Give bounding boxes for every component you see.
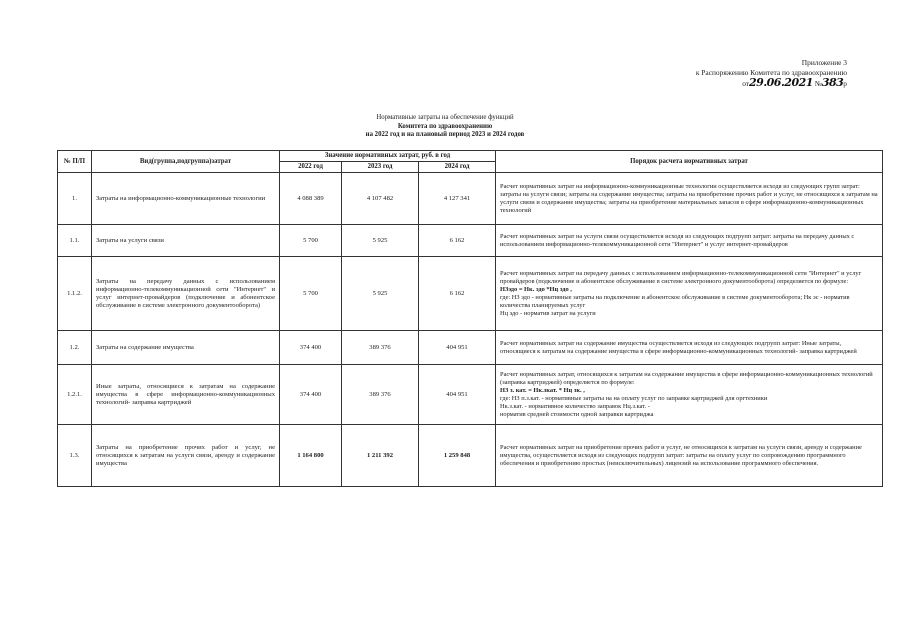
row-number: 1.2.1. [58,365,92,425]
row-number: 1.1.2. [58,257,92,331]
method-line: Расчет нормативных затрат на информационно-коммуникационные технологии осуществляется исходя из следующих групп затрат: затраты на услуги связи; затраты на содержание имущества; затраты на приобретение прочих работ и услуг, не относящихся к затратам на услуги связи и содержание имущества; затраты на приобретение материальных запасов в сфере информационно-коммуникационных технологий [500,183,878,214]
method-line: НЗэдо = Нк. эдо *Нц эдо , [500,286,572,293]
date-prefix: от [742,79,750,88]
header-num: № П/П [58,151,92,173]
row-value-2024: 6 162 [419,225,496,257]
row-value-2022: 1 164 800 [280,425,342,487]
table-row [58,173,883,225]
row-value-2024: 6 162 [419,257,496,331]
header-2022: 2022 год [280,162,342,173]
row-number: 1.1. [58,225,92,257]
row-cost-type: Затраты на передачу данных с использованием информационно-телекоммуникационной сети "Интернет" и услуг интернет-провайдеров (подключение и абонентское обслуживание в системе электронного документооборота) [92,257,280,331]
appendix-block [696,58,847,89]
method-line: где: НЗ п.з.кат. - нормативные затраты на на оплату услуг по заправке картриджей для оргтехники [500,394,768,402]
appendix-date-line [696,78,847,89]
row-calculation-method [496,425,883,487]
row-value-2023: 389 376 [342,331,419,365]
row-calculation-method [496,365,883,425]
row-value-2023: 4 107 482 [342,173,419,225]
document-title [330,114,560,140]
method-line: где: НЗ эдо - нормативные затраты на подключение и абонентское обслуживание в системе документооборота; Нк эс - норматив количества планируемых услуг [500,293,850,309]
row-cost-type: Затраты на информационно-коммуникационные технологии [92,173,280,225]
handwritten-date: 29.06.2021 [749,76,813,89]
row-number: 1.2. [58,331,92,365]
number-suffix: р [843,79,847,88]
table-row [58,331,883,365]
row-value-2023: 389 376 [342,365,419,425]
appendix-title: Приложение 3 [801,58,847,67]
method-line: НЗ з. кат. = Нк.зкат. * Нц зк. , [500,387,585,394]
method-line: норматив средней стоимости одной заправки картриджа [500,410,654,418]
row-number: 1.3. [58,425,92,487]
title-line-2: Комитета по здравоохранению [397,122,493,130]
method-line: Нк.з.кат. - нормативное количество заправок Нц.з.кат. - [500,402,650,410]
table-row [58,425,883,487]
method-line: Расчет нормативных затрат на приобретение прочих работ и услуг, не относящихся к затратам на услуги связи, аренду и содержание имущества, осуществляется исходя из следующих подгрупп затрат: затраты на оплату услуг по сопровождению программного обеспечения и приобретению простых (неисключительных) лицензий на использование программного обеспечения. [500,444,862,467]
number-prefix: № [814,79,822,88]
row-value-2022: 374 400 [280,331,342,365]
row-calculation-method [496,225,883,257]
row-value-2024: 4 127 341 [419,173,496,225]
method-line: Расчет нормативных затрат на содержание имущества осуществляется исходя из следующих подгрупп затрат: Иные затраты, относящиеся к затратам на содержание имущества в сфере информационно-коммуникационных технологий- заправка картриджей [500,340,857,355]
row-value-2023: 5 925 [342,225,419,257]
method-line: Расчет нормативных затрат, относящихся к затратам на содержание имущества в сфере информационно-коммуникационных технологий (заправка картриджей) определяется по формуле: [500,371,873,387]
header-2023: 2023 год [342,162,419,173]
row-value-2023: 1 211 392 [342,425,419,487]
row-calculation-method [496,331,883,365]
row-calculation-method [496,173,883,225]
table-row [58,225,883,257]
row-value-2022: 5 700 [280,257,342,331]
row-cost-type: Затраты на содержание имущества [92,331,280,365]
row-calculation-method [496,257,883,331]
method-line: Расчет нормативных затрат на передачу данных с использованием информационно-телекоммуникационной сети "Интернет" и услуг провайдеров (подключение и абонентское обслуживание в системе электронного документооборота) определяется по формуле: [500,270,862,286]
appendix-reference: к Распоряжению Комитета по здравоохранению [695,68,847,77]
table-body [58,173,883,487]
row-cost-type: Затраты на приобретение прочих работ и услуг, не относящихся к затратам на услуги связи, аренду и содержание имущества [92,425,280,487]
table-row [58,365,883,425]
row-number: 1. [58,173,92,225]
row-value-2023: 5 925 [342,257,419,331]
title-line-1: Нормативные затраты на обеспечение функций [376,114,514,121]
method-line: Нц эдо - норматив затрат на услуги [500,309,596,317]
header-values-group: Значение нормативных затрат, руб. в год [280,151,496,162]
title-line-3: на 2022 год и на плановый период 2023 и 2024 годов [365,131,525,139]
method-line: Расчет нормативных затрат на услуги связи осуществляется исходя из следующих подгрупп затрат: затраты на передачу данных с использованием информационно-телекоммуникационной сети "Интернет" и услуг интернет-провайдеров [500,233,855,248]
row-value-2022: 5 700 [280,225,342,257]
row-cost-type: Затраты на услуги связи [92,225,280,257]
header-2024: 2024 год [419,162,496,173]
header-method: Порядок расчета нормативных затрат [496,151,883,173]
row-value-2022: 4 088 389 [280,173,342,225]
row-value-2024: 404 951 [419,331,496,365]
row-value-2022: 374 400 [280,365,342,425]
header-row-1 [58,151,883,162]
table-row [58,257,883,331]
row-value-2024: 404 951 [419,365,496,425]
row-value-2024: 1 259 848 [419,425,496,487]
handwritten-number: 383 [821,76,844,89]
header-type: Вид(группа,подгруппа)затрат [92,151,280,173]
row-cost-type: Иные затраты, относящиеся к затратам на содержание имущества в сфере информационно-коммуникационных технологий- заправка картриджей [92,365,280,425]
cost-table [57,150,883,487]
